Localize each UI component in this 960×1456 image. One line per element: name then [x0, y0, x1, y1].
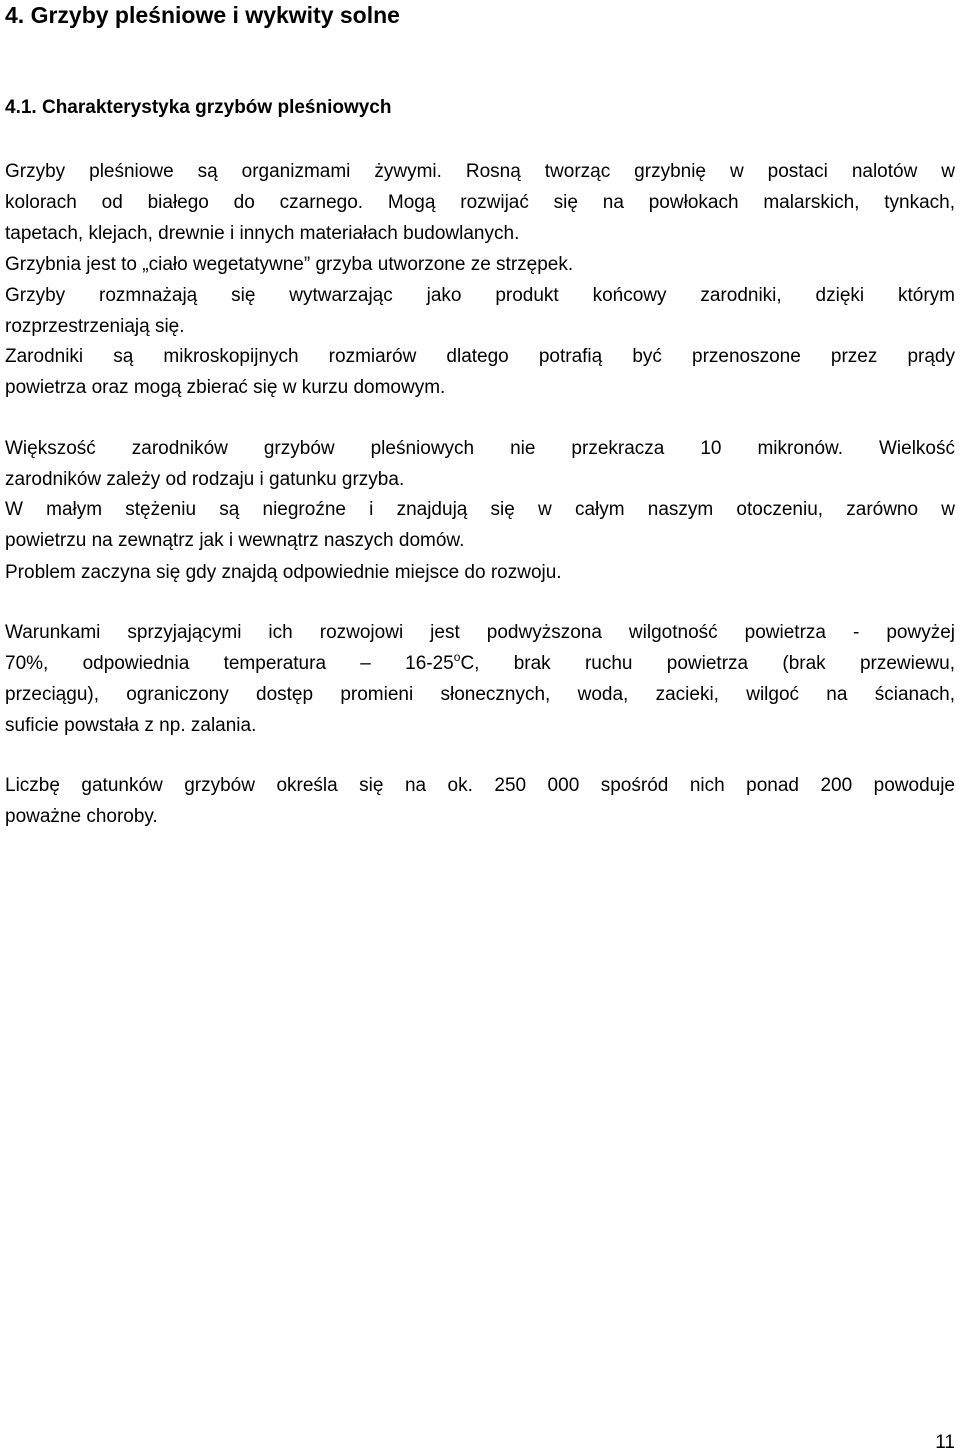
text-line: Warunkami sprzyjającymi ich rozwojowi jest podwyższona wilgotność powietrza - powyżej	[5, 622, 955, 643]
paragraph	[5, 341, 955, 403]
text-line: powietrzu na zewnątrz jak i wewnątrz naszych domów.	[5, 530, 465, 551]
degree-superscript: o	[453, 650, 461, 664]
paragraph	[5, 249, 955, 280]
text-line: Problem zaczyna się gdy znajdą odpowiednie miejsce do rozwoju.	[5, 562, 562, 583]
text-line: powietrza oraz mogą zbierać się w kurzu domowym.	[5, 377, 446, 398]
text-line: tapetach, klejach, drewnie i innych materiałach budowlanych.	[5, 223, 520, 244]
text-line: Większość zarodników grzybów pleśniowych nie przekracza 10 mikronów. Wielkość	[5, 438, 955, 459]
paragraph	[5, 557, 955, 588]
text-line: Grzyby rozmnażają się wytwarzając jako produkt końcowy zarodniki, dzięki którym	[5, 285, 955, 306]
text-line: Grzybnia jest to „ciało wegetatywne” grzyba utworzone ze strzępek.	[5, 254, 574, 275]
text-fragment: 70%, odpowiednia temperatura – 16-25	[5, 653, 454, 674]
text-line: Zarodniki są mikroskopijnych rozmiarów dlatego potrafią być przenoszone przez prądy	[5, 346, 955, 367]
text-line: przeciągu), ograniczony dostęp promieni słonecznych, woda, zacieki, wilgoć na ścianach,	[5, 684, 955, 705]
paragraph	[5, 433, 955, 495]
paragraph	[5, 494, 955, 556]
paragraph	[5, 156, 955, 249]
text-line: Liczbę gatunków grzybów określa się na ok. 250 000 spośród nich ponad 200 powoduje	[5, 775, 955, 796]
paragraph	[5, 617, 955, 741]
text-line: zarodników zależy od rodzaju i gatunku grzyba.	[5, 469, 405, 490]
paragraph	[5, 280, 955, 342]
chapter-heading: 4. Grzyby pleśniowe i wykwity solne	[5, 2, 400, 28]
text-fragment: C, brak ruchu powietrza (brak przewiewu,	[460, 653, 955, 674]
text-line: W małym stężeniu są niegroźne i znajdują się w całym naszym otoczeniu, zarówno w	[5, 499, 955, 520]
text-line: kolorach od białego do czarnego. Mogą rozwijać się na powłokach malarskich, tynkach,	[5, 192, 955, 213]
page-number: 11	[935, 1432, 955, 1453]
text-line: suficie powstała z np. zalania.	[5, 715, 257, 736]
text-line: rozprzestrzeniają się.	[5, 316, 185, 337]
text-line: poważne choroby.	[5, 806, 158, 827]
section-heading: 4.1. Charakterystyka grzybów pleśniowych	[5, 97, 392, 118]
text-line: Grzyby pleśniowe są organizmami żywymi. Rosną tworząc grzybnię w postaci nalotów w	[5, 161, 955, 182]
text-line	[5, 648, 955, 679]
paragraph	[5, 770, 955, 832]
